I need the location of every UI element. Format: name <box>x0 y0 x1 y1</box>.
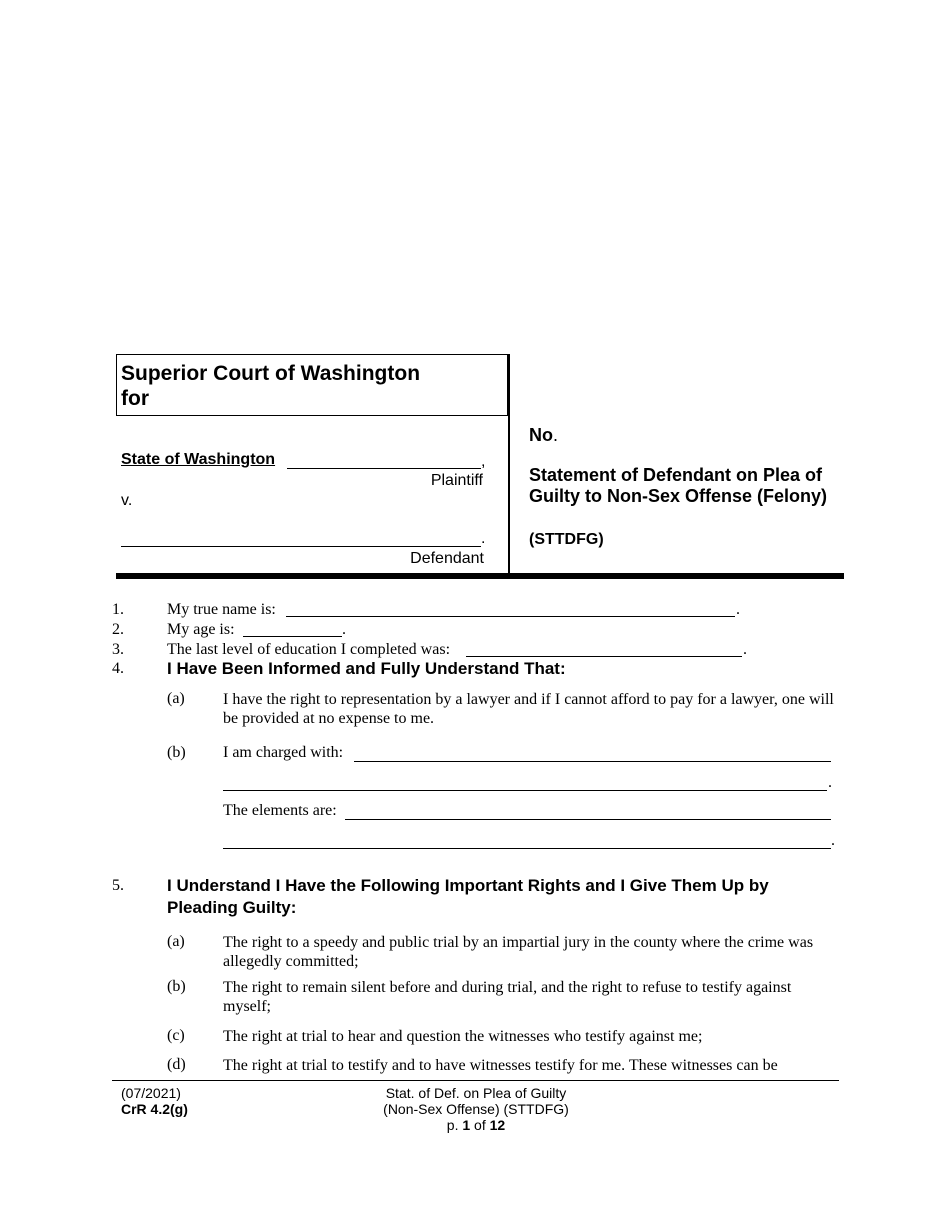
plaintiff-label: Plaintiff <box>430 472 483 489</box>
plaintiff-comma: , <box>481 453 486 470</box>
true-name-period: . <box>736 601 740 618</box>
item-5c-text: The right at trial to hear and question the witnesses who testify against me; <box>223 1028 703 1045</box>
court-title-line1: Superior Court of Washington <box>121 362 421 385</box>
form-code: (STTDFG) <box>529 531 604 548</box>
age-blank[interactable] <box>243 636 342 637</box>
plaintiff-name: State of Washington <box>121 451 276 468</box>
section-5-heading: I Understand I Have the Following Important Rights and I Give Them Up by Pleading Guilty: <box>167 876 769 917</box>
versus-label: v. <box>121 492 133 509</box>
age-label: My age is: <box>167 621 235 638</box>
elements-label: The elements are: <box>223 802 337 819</box>
item-4a-text: I have the right to representation by a lawyer and if I cannot afford to pay for a lawyer, one will be provided at no expense to me. <box>223 691 834 727</box>
item-number-4: 4. <box>112 660 124 677</box>
charge-blank-1[interactable] <box>354 761 831 762</box>
charge-period: . <box>828 774 832 791</box>
caption-bottom-rule <box>116 573 844 579</box>
defendant-name-blank[interactable] <box>121 546 481 547</box>
item-number-5: 5. <box>112 877 124 894</box>
item-4a-letter: (a) <box>167 690 185 707</box>
elements-period: . <box>831 832 835 849</box>
defendant-period: . <box>481 530 486 547</box>
charge-blank-2[interactable] <box>223 790 827 791</box>
page-current: 1 <box>462 1117 471 1133</box>
footer-title-line2: (Non-Sex Offense) (STTDFG) <box>383 1101 569 1117</box>
item-number-3: 3. <box>112 641 124 658</box>
true-name-label: My true name is: <box>167 601 276 618</box>
page-of: of <box>474 1117 486 1133</box>
item-5c-letter: (c) <box>167 1027 185 1044</box>
footer-rule <box>112 1080 839 1081</box>
section-4-heading: I Have Been Informed and Fully Understand That: <box>167 659 566 678</box>
item-5a-text: The right to a speedy and public trial by an impartial jury in the county where the crime was allegedly committed; <box>223 934 814 970</box>
case-number-label: No. <box>529 425 559 445</box>
footer-form-title <box>376 1085 576 1133</box>
charged-with-label: I am charged with: <box>223 744 344 761</box>
item-5d-letter: (d) <box>167 1056 186 1073</box>
education-blank[interactable] <box>466 656 742 657</box>
elements-blank-1[interactable] <box>345 819 831 820</box>
item-5a-letter: (a) <box>167 933 185 950</box>
item-5b-letter: (b) <box>167 978 186 995</box>
footer-title-line1: Stat. of Def. on Plea of Guilty <box>385 1085 567 1101</box>
document-title: Statement of Defendant on Plea of Guilty to Non-Sex Offense (Felony) <box>529 465 828 506</box>
caption-divider <box>508 354 510 574</box>
footer-court-rule: CrR 4.2(g) <box>121 1101 188 1117</box>
true-name-blank[interactable] <box>286 616 735 617</box>
page-prefix: p. <box>446 1117 459 1133</box>
education-label: The last level of education I completed was: <box>167 641 451 658</box>
page-indicator <box>376 1117 576 1133</box>
plaintiff-blank[interactable] <box>287 468 481 469</box>
education-period: . <box>743 641 747 658</box>
court-title <box>121 361 420 411</box>
footer-form-date: (07/2021) <box>121 1085 181 1101</box>
item-4b-letter: (b) <box>167 744 186 761</box>
case-no-text: No <box>529 425 553 445</box>
item-5d-text: The right at trial to testify and to have witnesses testify for me. These witnesses can be <box>223 1057 778 1074</box>
age-period: . <box>342 621 346 638</box>
defendant-label: Defendant <box>410 550 484 567</box>
elements-blank-2[interactable] <box>223 848 831 849</box>
page-total: 12 <box>489 1117 506 1133</box>
item-5b-text: The right to remain silent before and during trial, and the right to refuse to testify against myself; <box>223 979 792 1015</box>
item-number-2: 2. <box>112 621 124 638</box>
court-title-line2: for <box>121 387 149 410</box>
item-number-1: 1. <box>112 601 124 618</box>
